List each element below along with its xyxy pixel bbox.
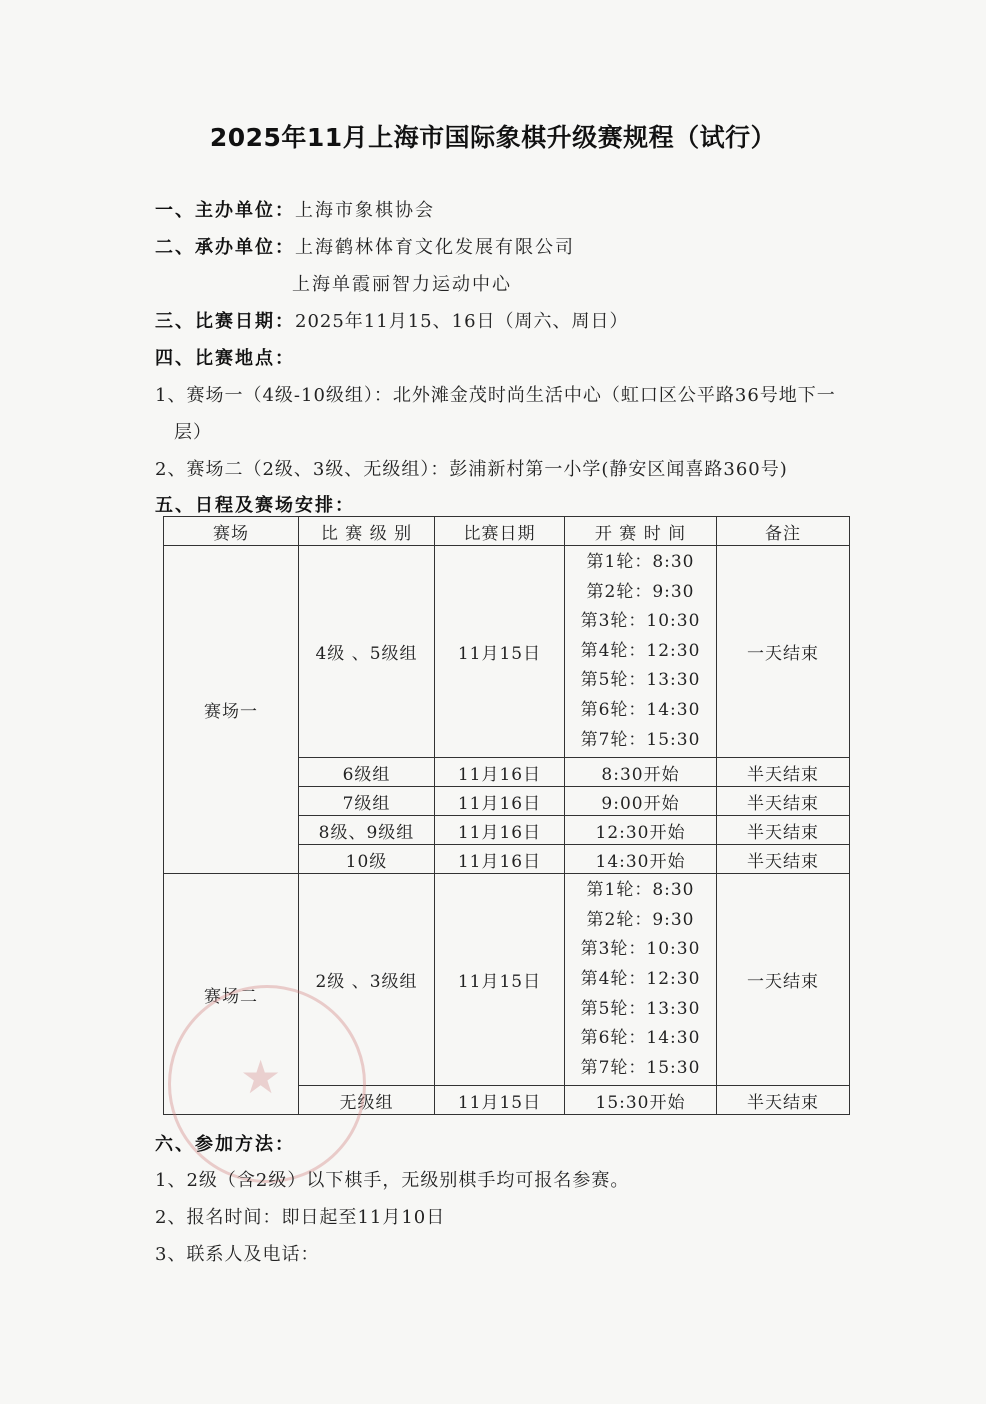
- row-level: 无级组: [299, 1086, 435, 1115]
- row-note: 半天结束: [717, 758, 850, 787]
- round-time: 第6轮：14:30: [580, 1028, 701, 1049]
- participation-item-2: 2、报名时间：即日起至11月10日: [155, 1207, 446, 1228]
- organizer-line: [155, 196, 435, 222]
- schedule-heading: [155, 491, 355, 517]
- row-note: 半天结束: [717, 787, 850, 816]
- co-organizer-line: [155, 233, 575, 259]
- schedule-label: 五、日程及赛场安排：: [155, 495, 355, 516]
- organizer-value: 上海市象棋协会: [295, 200, 435, 221]
- venue2-main-note: 一天结束: [717, 874, 850, 1086]
- row-note: 半天结束: [717, 845, 850, 874]
- round-time: 第1轮：8:30: [586, 552, 695, 572]
- organizer-label: 一、主办单位：: [155, 200, 295, 221]
- venue-item-2: 2、赛场二（2级、3级、无级组）：彭浦新村第一小学(静安区闻喜路360号): [155, 459, 788, 480]
- round-time: 第4轮：12:30: [580, 968, 701, 989]
- venue2-main-date: 11月15日: [435, 874, 565, 1086]
- header-level: 比 赛 级 别: [299, 517, 435, 546]
- header-time: 开 赛 时 间: [565, 517, 717, 546]
- dates-line: [155, 307, 629, 333]
- table-row: [164, 546, 850, 758]
- row-time: 8:30开始: [565, 758, 717, 787]
- round-time: 第5轮：13:30: [580, 998, 701, 1019]
- row-time: 15:30开始: [565, 1086, 717, 1115]
- participation-label: 六、参加方法：: [155, 1134, 295, 1155]
- row-time: 12:30开始: [565, 816, 717, 845]
- header-note: 备注: [717, 517, 850, 546]
- co-organizer-value-2-text: 上海单霞丽智力运动中心: [292, 274, 512, 295]
- row-date: 11月16日: [435, 758, 565, 787]
- row-level: 7级组: [299, 787, 435, 816]
- table-row: [164, 874, 850, 1086]
- participation-item-3: 3、联系人及电话：: [155, 1244, 320, 1265]
- co-organizer-value-2: [292, 270, 512, 296]
- co-organizer-label: 二、承办单位：: [155, 237, 295, 258]
- row-note: 半天结束: [717, 816, 850, 845]
- round-time: 第2轮：9:30: [586, 581, 695, 602]
- round-time: 第7轮：15:30: [580, 729, 701, 750]
- row-date: 11月16日: [435, 787, 565, 816]
- row-level: 6级组: [299, 758, 435, 787]
- venue-label: 四、比赛地点：: [155, 348, 295, 369]
- dates-value: 2025年11月15、16日（周六、周日）: [295, 311, 629, 332]
- round-time: 第5轮：13:30: [580, 670, 701, 691]
- row-date: 11月16日: [435, 816, 565, 845]
- schedule-table: [163, 516, 850, 1115]
- venue1-name: 赛场一: [164, 546, 299, 874]
- header-venue: 赛场: [164, 517, 299, 546]
- row-time: 14:30开始: [565, 845, 717, 874]
- participation-heading: [155, 1130, 295, 1156]
- venue-item-1-cont: 层）: [174, 422, 212, 443]
- venue2-name: 赛场二: [164, 874, 299, 1115]
- header-date: 比赛日期: [435, 517, 565, 546]
- dates-label: 三、比赛日期：: [155, 311, 295, 332]
- seal-star-icon: ★: [240, 1050, 282, 1104]
- venue1-main-note: 一天结束: [717, 546, 850, 758]
- venue-item-1: 1、赛场一（4级-10级组）：北外滩金茂时尚生活中心（虹口区公平路36号地下一: [155, 385, 836, 406]
- round-time: 第7轮：15:30: [580, 1057, 701, 1078]
- venue2-rounds: [565, 874, 717, 1086]
- round-time: 第3轮：10:30: [580, 611, 701, 632]
- round-time: 第1轮：8:30: [586, 880, 695, 901]
- row-date: 11月15日: [435, 1086, 565, 1115]
- page-title: 2025年11月上海市国际象棋升级赛规程（试行）: [209, 123, 777, 152]
- venue1-main-date: 11月15日: [435, 546, 565, 758]
- round-time: 第3轮：10:30: [580, 939, 701, 960]
- round-time: 第4轮：12:30: [580, 640, 701, 661]
- venue-heading: [155, 344, 295, 370]
- round-time: 第2轮：9:30: [586, 909, 695, 930]
- row-level: 10级: [299, 845, 435, 874]
- row-time: 9:00开始: [565, 787, 717, 816]
- venue2-main-level: 2级 、3级组: [299, 874, 435, 1086]
- row-date: 11月16日: [435, 845, 565, 874]
- co-organizer-value-1: 上海鹤林体育文化发展有限公司: [295, 237, 575, 258]
- round-time: 第6轮：14:30: [580, 699, 701, 720]
- participation-item-1: 1、2级（含2级）以下棋手，无级别棋手均可报名参赛。: [155, 1170, 630, 1191]
- row-note: 半天结束: [717, 1086, 850, 1115]
- row-level: 8级、9级组: [299, 816, 435, 845]
- venue1-rounds: [565, 546, 717, 758]
- venue1-main-level: 4级 、5级组: [299, 546, 435, 758]
- table-header-row: [164, 517, 850, 546]
